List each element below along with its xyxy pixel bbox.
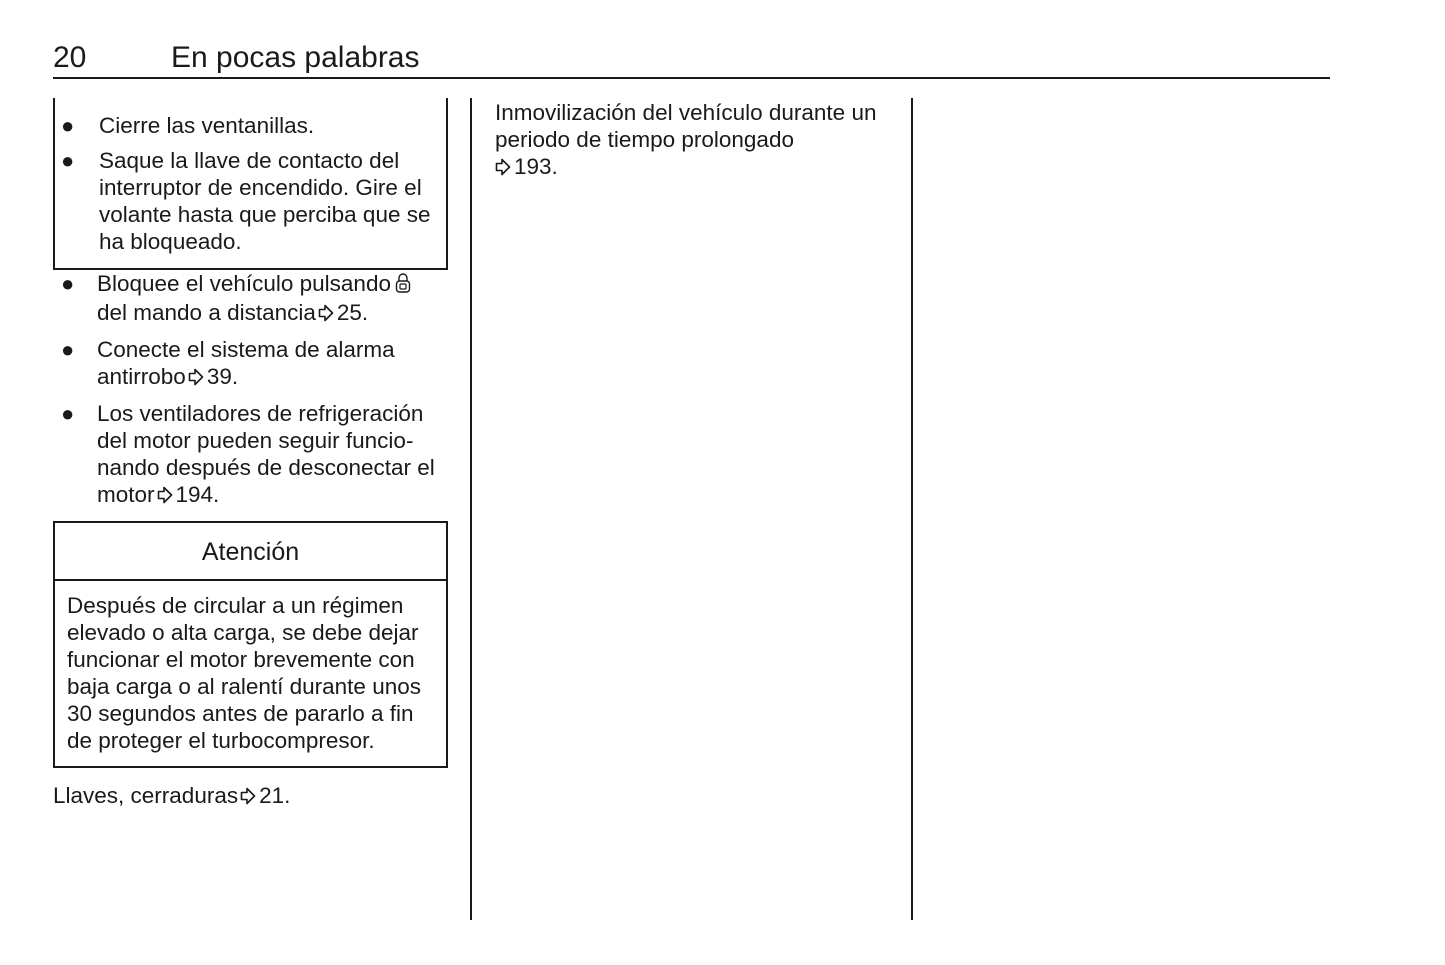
list-item: ● Bloquee el vehículo pulsando del mando a distancia 25. (53, 270, 448, 328)
page-number: 20 (53, 41, 87, 74)
attention-title: Atención (55, 523, 446, 581)
page-reference[interactable]: 21. (259, 783, 291, 808)
page-reference[interactable]: 194. (175, 482, 220, 507)
cross-reference-arrow-icon[interactable] (188, 365, 204, 392)
bullet-icon: ● (61, 401, 75, 426)
list-item: ● Cierre las ventanillas. (61, 113, 315, 138)
attention-box (53, 521, 448, 768)
page-header (53, 40, 1330, 79)
keys-reference: Llaves, cerraduras 21. (53, 782, 448, 811)
bullet-icon: ● (61, 271, 75, 296)
cross-reference-arrow-icon[interactable] (495, 155, 511, 182)
bullet-icon: ● (61, 148, 75, 173)
list-item: ● Saque la llave de contacto del interruptor de encendido. Gire el volante hasta que perciba que se ha bloqueado. (61, 148, 431, 254)
column-divider (470, 98, 472, 920)
cross-reference-arrow-icon[interactable] (157, 483, 173, 510)
cross-reference-arrow-icon[interactable] (240, 784, 256, 811)
middle-column (495, 99, 895, 182)
column-divider (911, 98, 913, 920)
page-reference[interactable]: 25. (336, 300, 369, 325)
chapter-title: En pocas palabras (171, 41, 420, 74)
bullet-list (53, 270, 448, 510)
page-reference[interactable]: 193. (514, 154, 558, 179)
list-item: ● Conecte el sistema de alarma antirrobo 39. (53, 336, 448, 392)
bullet-icon: ● (61, 113, 75, 138)
lock-key-icon (395, 272, 411, 299)
cross-reference-arrow-icon[interactable] (318, 301, 334, 328)
boxed-continuation (53, 98, 448, 270)
bullet-icon: ● (61, 337, 75, 362)
immobilization-reference: Inmovilización del vehículo durante un periodo de tiempo prolongado 193. (495, 99, 895, 182)
page-reference[interactable]: 39. (206, 364, 239, 389)
attention-body: Después de circular a un régimen elevado o alta carga, se debe dejar funcionar el motor brevemente con baja carga o al ralentí durante unos 30 segundos antes de pararlo a fin de proteger el turbocompresor. (67, 593, 421, 753)
list-item: ● Los ventiladores de refrigeración del motor pueden seguir funcionando después de desconectar el motor 194. (53, 400, 448, 510)
left-column (53, 98, 448, 811)
